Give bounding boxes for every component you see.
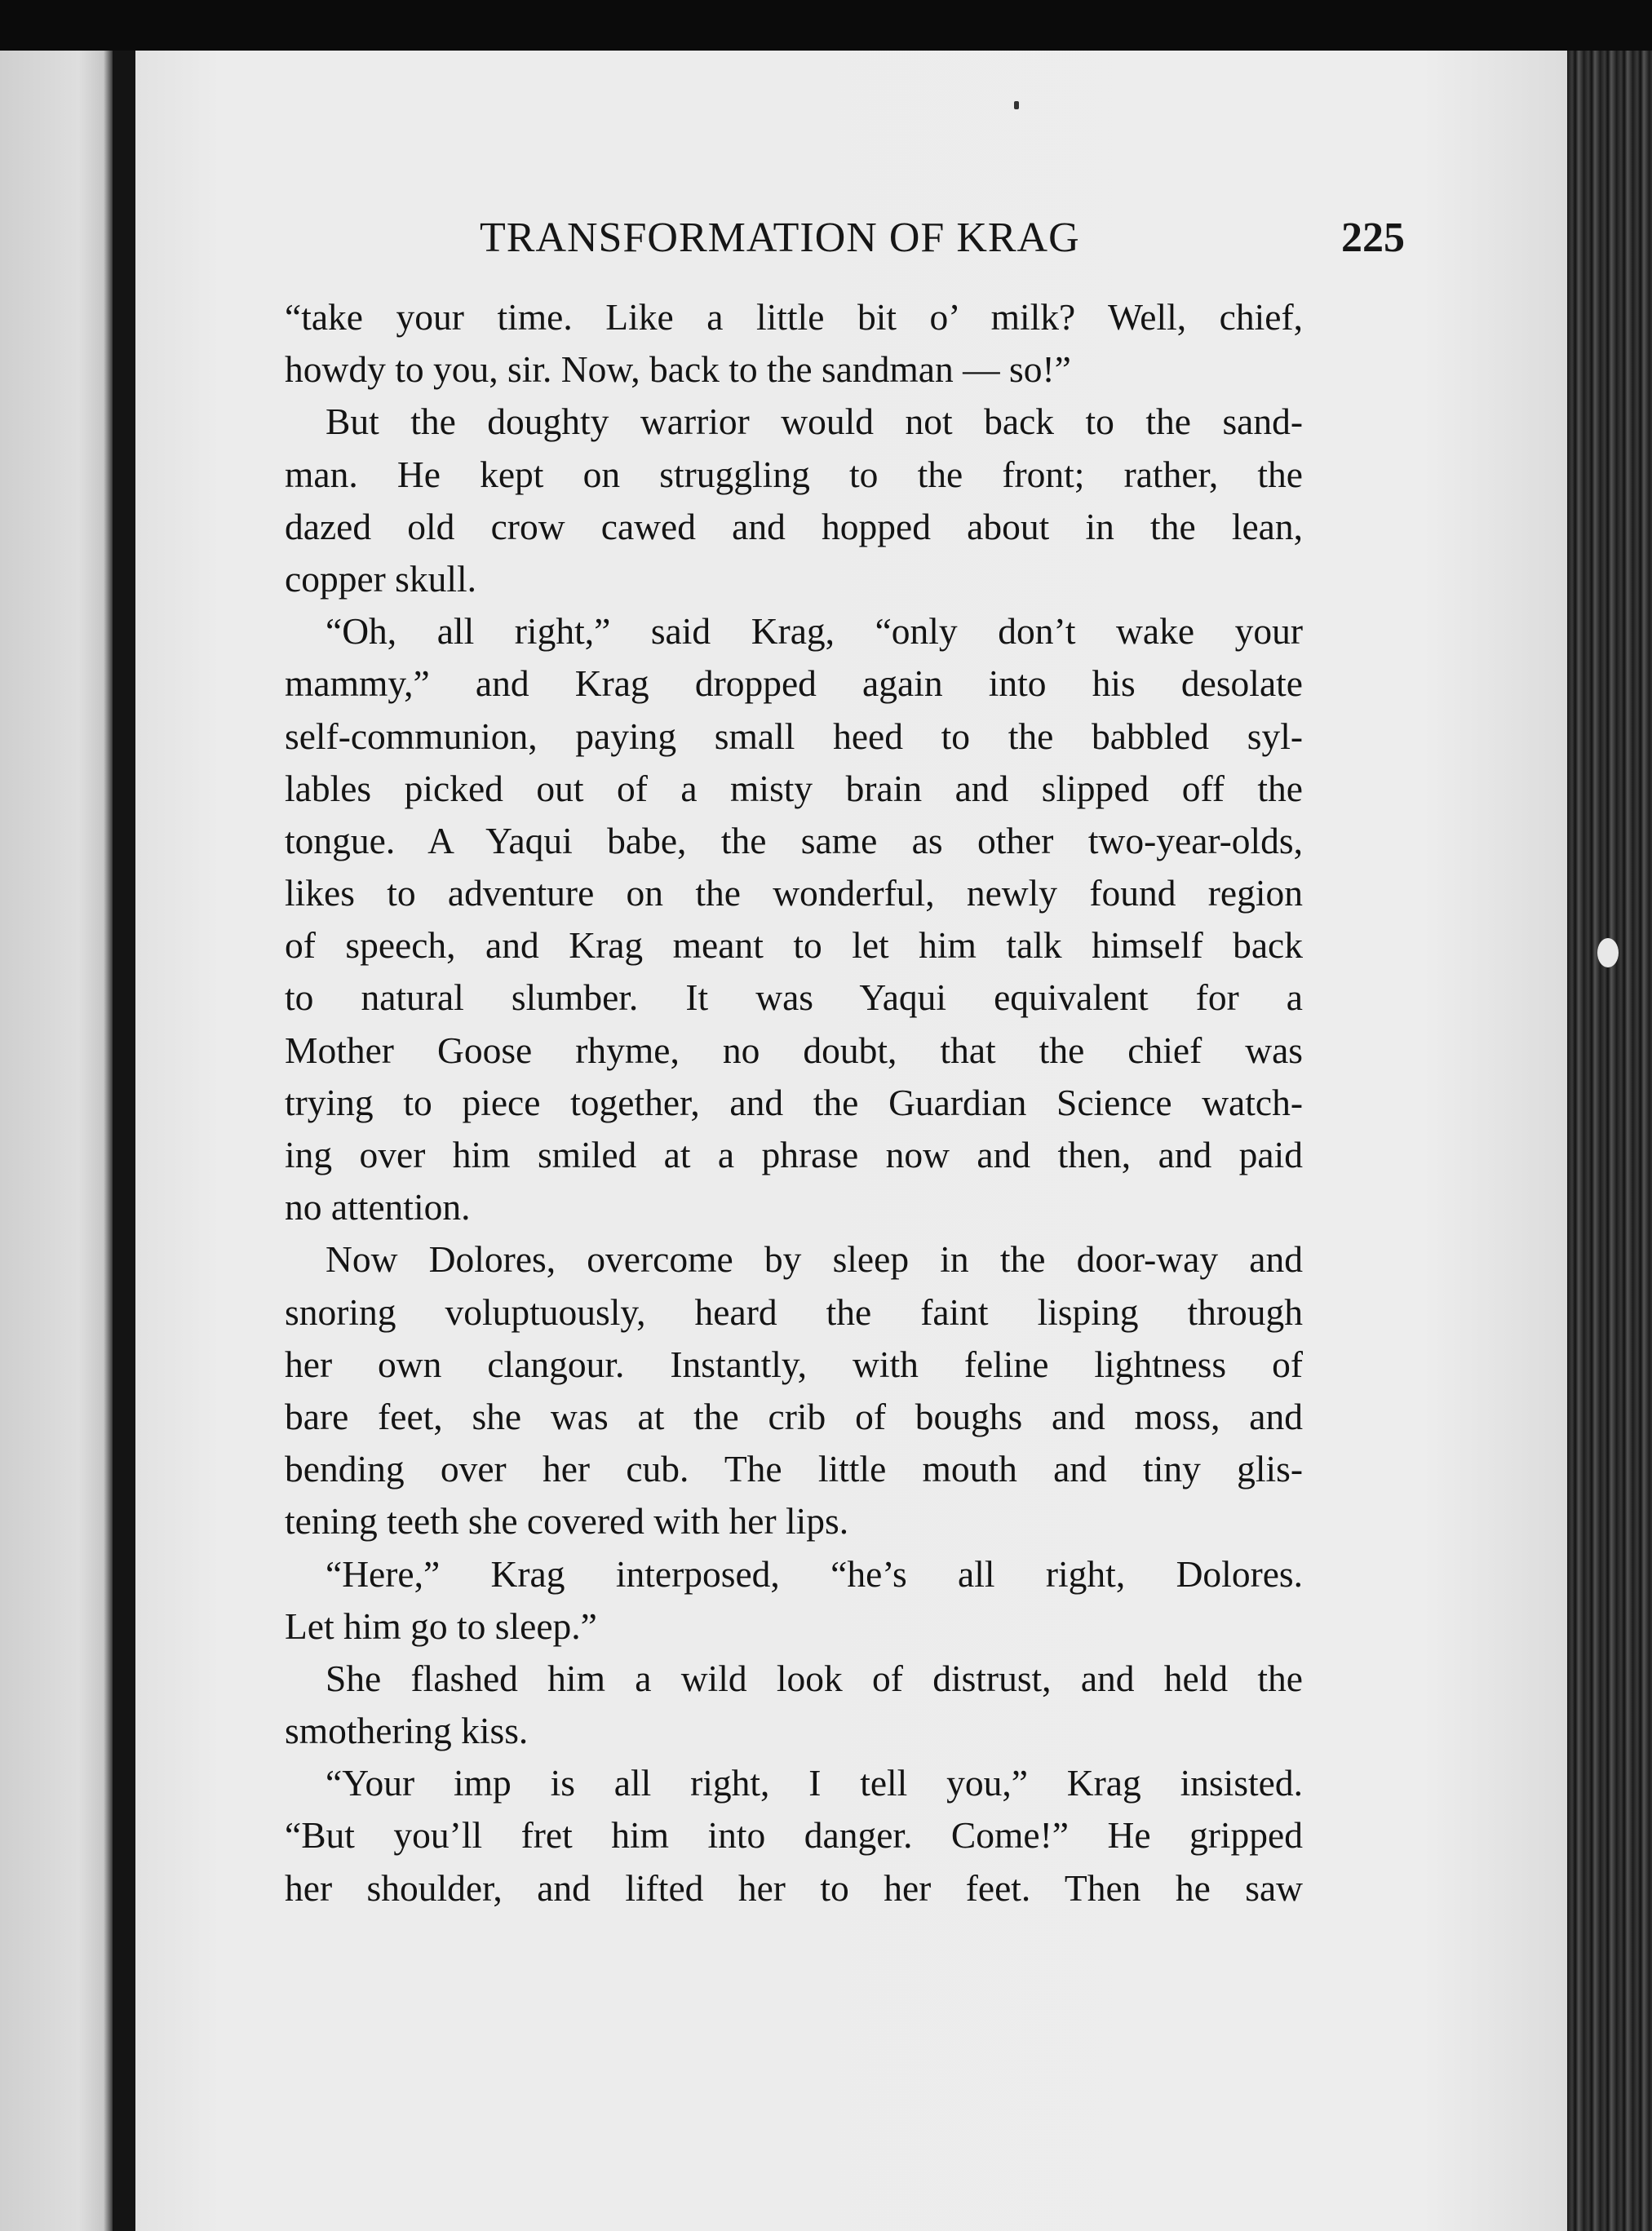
text-line: howdy to you, sir. Now, back to the sandman — so!”: [285, 348, 1071, 391]
text-line: “Oh, all right,” said Krag, “only don’t wake your: [326, 610, 1303, 653]
left-page-edge: [0, 51, 113, 2231]
text-line: snoring voluptuously, heard the faint lisping through: [285, 1290, 1303, 1333]
text-line: of speech, and Krag meant to let him talk himself back: [285, 924, 1303, 967]
text-line: lables picked out of a misty brain and slipped off the: [285, 767, 1303, 809]
text-line: Mother Goose rhyme, no doubt, that the chief was: [285, 1029, 1303, 1071]
text-line: her shoulder, and lifted her to her feet. Then he saw: [285, 1866, 1303, 1909]
text-line: no attention.: [285, 1186, 471, 1228]
text-line: “Your imp is all right, I tell you,” Krag insisted.: [326, 1762, 1303, 1804]
running-title: TRANSFORMATION OF KRAG: [480, 215, 1080, 261]
edge-blemish: [1597, 938, 1619, 967]
text-line: Let him go to sleep.”: [285, 1605, 597, 1647]
text-line: Now Dolores, overcome by sleep in the door-way and: [326, 1238, 1303, 1281]
text-line: trying to piece together, and the Guardian Science watch-: [285, 1081, 1303, 1123]
text-line: “But you’ll fret him into danger. Come!” He gripped: [285, 1814, 1303, 1857]
text-line: man. He kept on struggling to the front; rather, the: [285, 453, 1303, 495]
text-line: self-communion, paying small heed to the babbled syl-: [285, 715, 1303, 757]
speck-mark: [1014, 101, 1019, 109]
text-line: likes to adventure on the wonderful, newly found region: [285, 872, 1303, 914]
text-line: “take your time. Like a little bit o’ milk? Well, chief,: [285, 296, 1303, 338]
text-line: to natural slumber. It was Yaqui equivalent for a: [285, 976, 1303, 1019]
text-line: tening teeth she covered with her lips.: [285, 1500, 849, 1543]
page-stack-edge: [1567, 51, 1652, 2231]
text-line: mammy,” and Krag dropped again into his desolate: [285, 662, 1303, 705]
text-line: smothering kiss.: [285, 1710, 529, 1752]
text-line: her own clangour. Instantly, with feline lightness of: [285, 1343, 1303, 1385]
text-line: But the doughty warrior would not back to the sand-: [326, 401, 1303, 443]
text-line: copper skull.: [285, 557, 477, 600]
text-line: bare feet, she was at the crib of boughs and moss, and: [285, 1395, 1303, 1437]
text-line: tongue. A Yaqui babe, the same as other two-year-olds,: [285, 819, 1303, 861]
binding-gutter: [113, 51, 135, 2231]
text-line: “Here,” Krag interposed, “he’s all right, Dolores.: [326, 1552, 1303, 1595]
text-line: She flashed him a wild look of distrust, and held the: [326, 1657, 1303, 1699]
text-line: dazed old crow cawed and hopped about in the lean,: [285, 505, 1303, 547]
body-text: [285, 291, 1303, 1914]
text-line: ing over him smiled at a phrase now and then, and paid: [285, 1134, 1303, 1175]
page-number: 225: [1341, 215, 1405, 261]
text-line: bending over her cub. The little mouth and tiny glis-: [285, 1448, 1303, 1490]
